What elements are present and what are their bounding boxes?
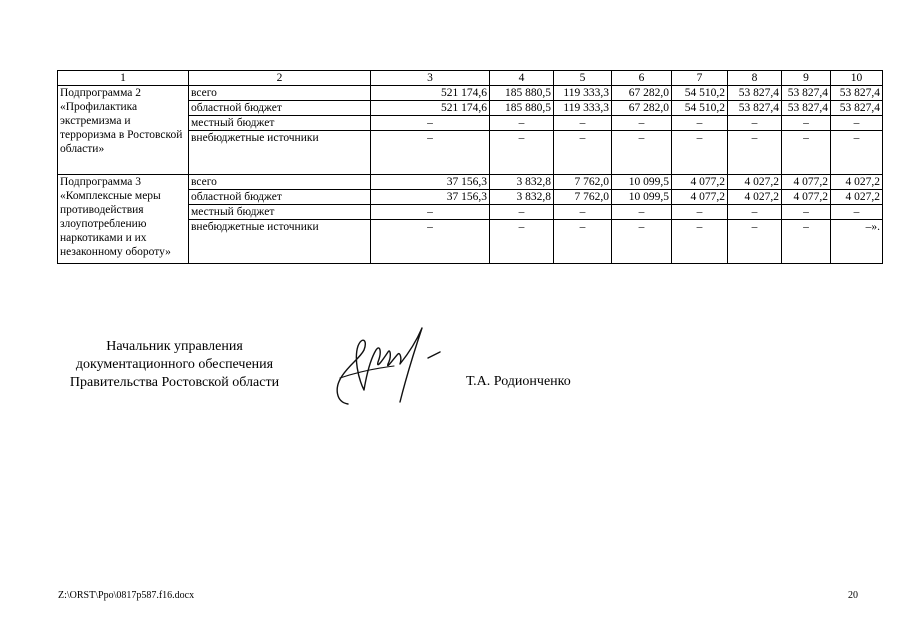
value-cell: 4 077,2 (782, 175, 831, 190)
signatory-title-line: Правительства Ростовской области (69, 375, 280, 390)
value-cell: 53 827,4 (782, 86, 831, 101)
header-cell: 8 (728, 71, 782, 86)
header-cell: 6 (612, 71, 672, 86)
budget-table (57, 70, 883, 264)
value-cell: – (490, 220, 554, 264)
value-cell: 4 027,2 (728, 175, 782, 190)
value-cell: 37 156,3 (371, 190, 490, 205)
value-cell: 4 027,2 (831, 175, 883, 190)
value-cell: 53 827,4 (728, 101, 782, 116)
header-cell: 4 (490, 71, 554, 86)
value-cell: – (672, 131, 728, 175)
value-cell: – (490, 205, 554, 220)
header-cell: 7 (672, 71, 728, 86)
value-cell: – (554, 131, 612, 175)
value-cell: – (554, 220, 612, 264)
value-cell: 185 880,5 (490, 86, 554, 101)
value-cell: – (672, 116, 728, 131)
value-cell: – (371, 205, 490, 220)
source-cell: областной бюджет (189, 190, 371, 205)
value-cell: – (490, 131, 554, 175)
source-cell: всего (189, 86, 371, 101)
footer-file-path: Z:\ORST\Ppo\0817p587.f16.docx (58, 590, 195, 601)
value-cell: – (672, 220, 728, 264)
value-cell: – (782, 116, 831, 131)
value-cell: 119 333,3 (554, 101, 612, 116)
header-row (58, 71, 883, 86)
value-cell: – (728, 220, 782, 264)
value-cell: 10 099,5 (612, 190, 672, 205)
header-cell: 9 (782, 71, 831, 86)
signatory-title-line: документационного обеспечения (75, 357, 274, 372)
value-cell: 521 174,6 (371, 101, 490, 116)
value-cell: 3 832,8 (490, 190, 554, 205)
source-cell: местный бюджет (189, 205, 371, 220)
value-cell: – (554, 205, 612, 220)
header-cell: 2 (189, 71, 371, 86)
header-cell: 5 (554, 71, 612, 86)
value-cell: – (612, 116, 672, 131)
value-cell: – (554, 116, 612, 131)
value-cell: – (612, 205, 672, 220)
value-cell: – (728, 116, 782, 131)
header-cell: 1 (58, 71, 189, 86)
header-cell: 10 (831, 71, 883, 86)
value-cell: – (728, 131, 782, 175)
value-cell: – (728, 205, 782, 220)
value-cell: 54 510,2 (672, 86, 728, 101)
value-cell: 54 510,2 (672, 101, 728, 116)
value-cell: 4 077,2 (782, 190, 831, 205)
value-cell: – (782, 220, 831, 264)
signer-name: Т.А. Родионченко (466, 374, 571, 389)
value-cell: 521 174,6 (371, 86, 490, 101)
value-cell: 53 827,4 (728, 86, 782, 101)
handwritten-signature (328, 318, 448, 410)
value-cell: 53 827,4 (782, 101, 831, 116)
value-cell: 7 762,0 (554, 190, 612, 205)
value-cell: 119 333,3 (554, 86, 612, 101)
value-cell: 53 827,4 (831, 101, 883, 116)
value-cell: –». (831, 220, 883, 264)
value-cell: 3 832,8 (490, 175, 554, 190)
value-cell: 4 077,2 (672, 175, 728, 190)
value-cell: – (612, 220, 672, 264)
value-cell: – (371, 116, 490, 131)
value-cell: – (371, 220, 490, 264)
value-cell: 185 880,5 (490, 101, 554, 116)
source-cell: местный бюджет (189, 116, 371, 131)
value-cell: 37 156,3 (371, 175, 490, 190)
source-cell: внебюджетные источники (189, 131, 371, 175)
table-row (58, 175, 883, 190)
value-cell: 4 027,2 (728, 190, 782, 205)
value-cell: 7 762,0 (554, 175, 612, 190)
source-cell: областной бюджет (189, 101, 371, 116)
signatory-title (57, 338, 292, 392)
value-cell: – (831, 131, 883, 175)
value-cell: 53 827,4 (831, 86, 883, 101)
value-cell: – (612, 131, 672, 175)
value-cell: – (831, 116, 883, 131)
value-cell: – (782, 205, 831, 220)
value-cell: – (371, 131, 490, 175)
value-cell: 67 282,0 (612, 86, 672, 101)
value-cell: – (672, 205, 728, 220)
source-cell: внебюджетные источники (189, 220, 371, 264)
header-cell: 3 (371, 71, 490, 86)
value-cell: 10 099,5 (612, 175, 672, 190)
source-cell: всего (189, 175, 371, 190)
program-name-cell: Подпрограмма 3 «Комплексные меры противодействия злоупотреблению наркотиками и их незаконному обороту» (58, 175, 189, 264)
value-cell: 4 027,2 (831, 190, 883, 205)
value-cell: – (782, 131, 831, 175)
value-cell: 4 077,2 (672, 190, 728, 205)
page-number: 20 (848, 590, 858, 601)
signatory-title-line: Начальник управления (106, 339, 243, 354)
value-cell: – (490, 116, 554, 131)
program-name-cell: Подпрограмма 2 «Профилактика экстремизма и терроризма в Ростовской области» (58, 86, 189, 175)
table-row (58, 86, 883, 101)
value-cell: 67 282,0 (612, 101, 672, 116)
value-cell: – (831, 205, 883, 220)
